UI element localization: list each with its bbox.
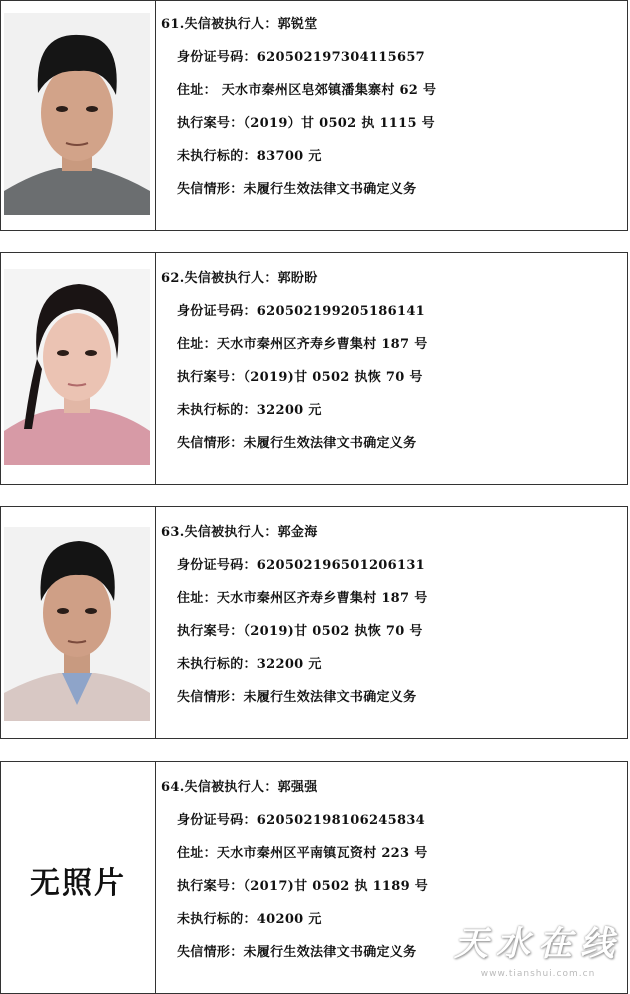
- record-title: 64.失信被执行人：郭强强: [161, 780, 318, 795]
- address: 住址：天水市秦州区齐寿乡曹集村 187 号: [177, 337, 428, 352]
- photo-cell: [1, 253, 156, 484]
- unpaid-amount: 未执行标的：40200 元: [177, 912, 322, 927]
- site-watermark: [454, 916, 622, 979]
- case-number: 执行案号：（2019）甘 0502 执 1115 号: [177, 116, 435, 131]
- id-number: 身份证号码：620502196501206131: [177, 558, 426, 573]
- id-number: 身份证号码：620502199205186141: [177, 304, 426, 319]
- record-card-61: [0, 0, 628, 231]
- address: 住址：天水市秦州区平南镇瓦资村 223 号: [177, 846, 428, 861]
- no-photo-label: 无照片: [30, 866, 126, 901]
- case-number: 执行案号：（2019)甘 0502 执恢 70 号: [177, 370, 423, 385]
- address: 住址：天水市秦州区齐寿乡曹集村 187 号: [177, 591, 428, 606]
- person-photo: [4, 527, 150, 721]
- default-situation: 失信情形：未履行生效法律文书确定义务: [177, 182, 417, 197]
- watermark-text: 天水在线: [454, 924, 622, 964]
- record-title: 63.失信被执行人：郭金海: [161, 525, 318, 540]
- id-number: 身份证号码：620502197304115657: [177, 50, 426, 65]
- default-situation: 失信情形：未履行生效法律文书确定义务: [177, 945, 417, 960]
- case-number: 执行案号：（2019)甘 0502 执恢 70 号: [177, 624, 423, 639]
- unpaid-amount: 未执行标的：83700 元: [177, 149, 322, 164]
- person-photo: [4, 269, 150, 465]
- default-situation: 失信情形：未履行生效法律文书确定义务: [177, 690, 417, 705]
- unpaid-amount: 未执行标的：32200 元: [177, 657, 322, 672]
- address: 住址： 天水市秦州区皂郊镇潘集寨村 62 号: [177, 83, 437, 98]
- watermark-url: www.tianshui.com.cn: [480, 969, 596, 979]
- case-number: 执行案号：（2017)甘 0502 执 1189 号: [177, 879, 429, 894]
- record-title: 62.失信被执行人：郭盼盼: [161, 271, 318, 286]
- photo-cell: [1, 762, 156, 993]
- unpaid-amount: 未执行标的：32200 元: [177, 403, 322, 418]
- photo-cell: [1, 1, 156, 230]
- record-card-62: [0, 252, 628, 485]
- person-photo: [4, 13, 150, 215]
- record-title: 61.失信被执行人：郭锐堂: [161, 17, 318, 32]
- photo-cell: [1, 507, 156, 738]
- id-number: 身份证号码：620502198106245834: [177, 813, 426, 828]
- record-card-63: [0, 506, 628, 739]
- default-situation: 失信情形：未履行生效法律文书确定义务: [177, 436, 417, 451]
